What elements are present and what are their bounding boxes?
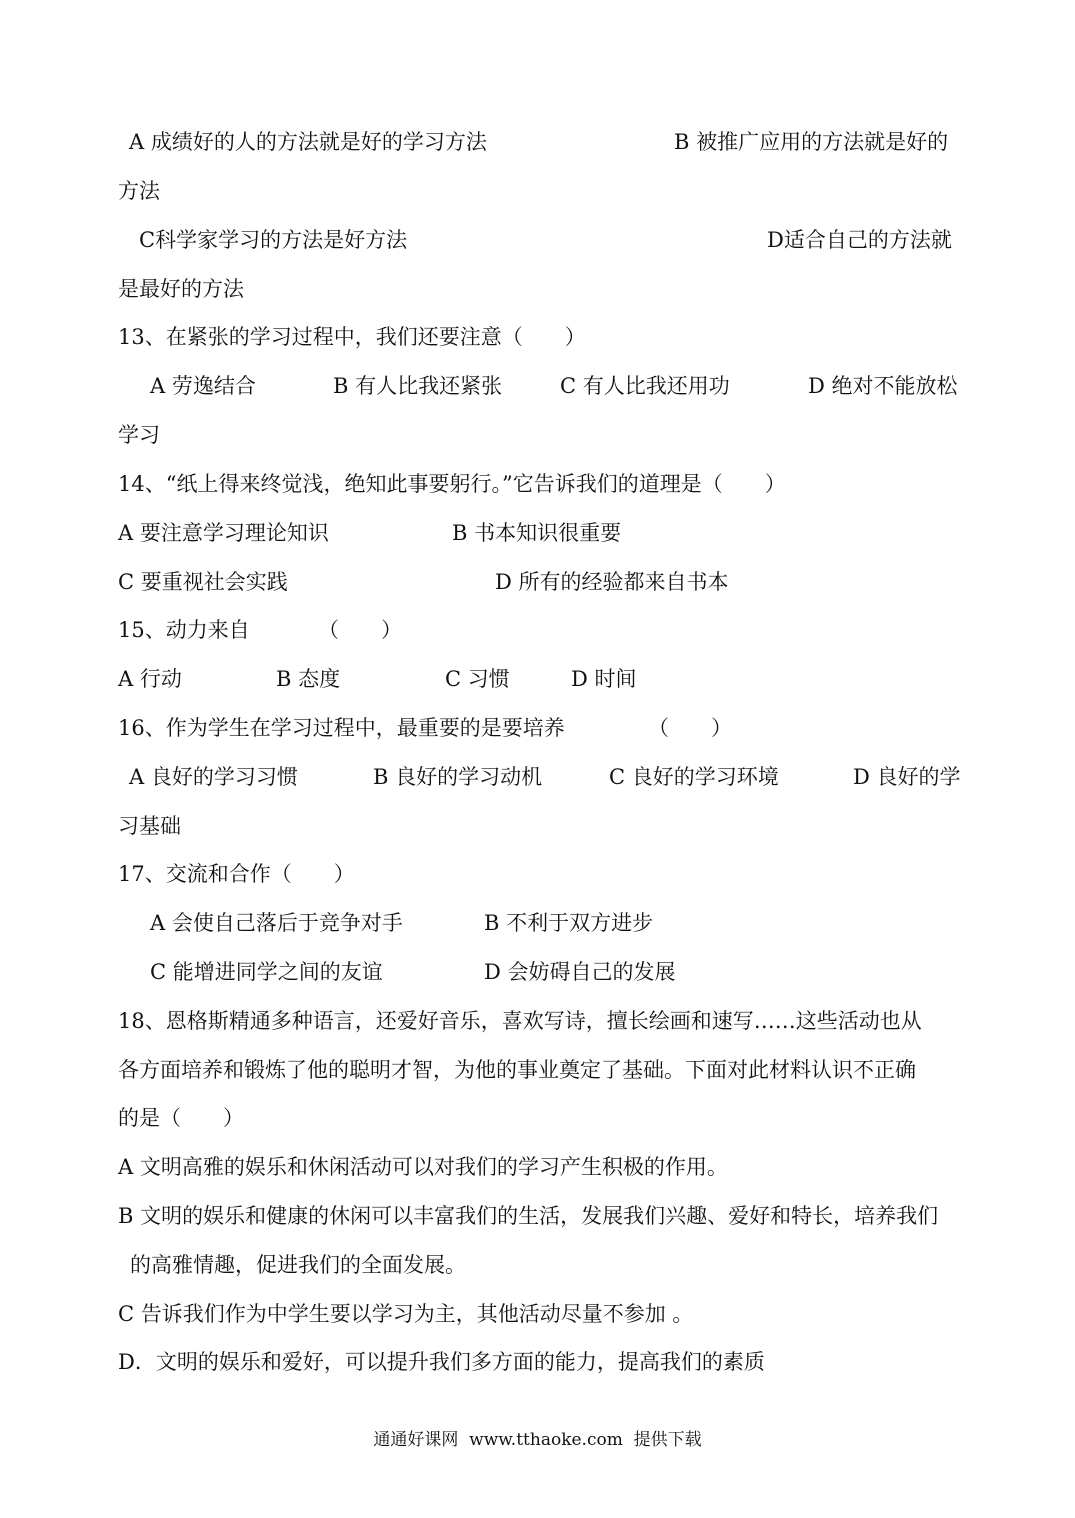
q18-stem-line2: 各方面培养和锻炼了他的聪明才智，为他的事业奠定了基础。下面对此材料认识不正确 — [118, 1058, 916, 1082]
q15-option-b: B 态度 — [276, 667, 341, 691]
q16-answer-blank: （ ） — [648, 716, 732, 740]
q16-option-b: B 良好的学习动机 — [373, 765, 543, 789]
q12-option-b: B 被推广应用的方法就是好的 — [674, 130, 949, 154]
q16-stem: 16、作为学生在学习过程中，最重要的是要培养 — [118, 716, 565, 740]
q14-stem: 14、“纸上得来终觉浅，绝知此事要躬行。”它告诉我们的道理是（ ） — [118, 472, 786, 496]
q15-option-d: D 时间 — [571, 667, 637, 691]
q14-option-d: D 所有的经验都来自书本 — [495, 570, 729, 594]
q18-option-b: B 文明的娱乐和健康的休闲可以丰富我们的生活，发展我们兴趣、爱好和特长，培养我们 — [118, 1204, 939, 1228]
q12-option-d: D适合自己的方法就 — [767, 228, 952, 252]
q13-option-b: B 有人比我还紧张 — [333, 374, 503, 398]
q16-option-d: D 良好的学 — [853, 765, 961, 789]
q18-option-d: D．文明的娱乐和爱好，可以提升我们多方面的能力，提高我们的素质 — [118, 1350, 765, 1374]
q16-option-d-continued: 习基础 — [118, 814, 181, 838]
q13-option-c: C 有人比我还用功 — [560, 374, 730, 398]
q15-stem: 15、动力来自 — [118, 618, 250, 642]
q12-option-c: C科学家学习的方法是好方法 — [139, 228, 408, 252]
q17-option-b: B 不利于双方进步 — [484, 911, 654, 935]
q18-stem-line1: 18、恩格斯精通多种语言，还爱好音乐，喜欢写诗，擅长绘画和速写……这些活动也从 — [118, 1009, 922, 1033]
q14-option-c: C 要重视社会实践 — [118, 570, 288, 594]
q13-option-a: A 劳逸结合 — [150, 374, 256, 398]
q13-stem: 13、在紧张的学习过程中，我们还要注意（ ） — [118, 325, 586, 349]
q17-option-c: C 能增进同学之间的友谊 — [150, 960, 383, 984]
q16-option-a: A 良好的学习习惯 — [129, 765, 298, 789]
q15-answer-blank: （ ） — [318, 618, 402, 642]
q18-stem-line3: 的是（ ） — [118, 1106, 244, 1130]
page-footer: 通通好课网 www.tthaoke.com 提供下载 — [373, 1430, 702, 1450]
q14-option-b: B 书本知识很重要 — [452, 521, 622, 545]
q12-option-a: A 成绩好的人的方法就是好的学习方法 — [129, 130, 487, 154]
q17-option-d: D 会妨碍自己的发展 — [484, 960, 676, 984]
q14-option-a: A 要注意学习理论知识 — [118, 521, 329, 545]
q13-option-d-continued: 学习 — [118, 423, 160, 447]
q18-option-b-continued: 的高雅情趣，促进我们的全面发展。 — [130, 1253, 466, 1277]
q18-option-c: C 告诉我们作为中学生要以学习为主，其他活动尽量不参加 。 — [118, 1302, 694, 1326]
q16-option-c: C 良好的学习环境 — [609, 765, 779, 789]
q15-option-c: C 习惯 — [445, 667, 510, 691]
q18-option-a: A 文明高雅的娱乐和休闲活动可以对我们的学习产生积极的作用。 — [118, 1155, 728, 1179]
q15-option-a: A 行动 — [118, 667, 182, 691]
q12-option-b-continued: 方法 — [118, 179, 160, 203]
q17-option-a: A 会使自己落后于竞争对手 — [150, 911, 403, 935]
q13-option-d: D 绝对不能放松 — [808, 374, 958, 398]
q17-stem: 17、交流和合作（ ） — [118, 862, 355, 886]
q12-option-d-continued: 是最好的方法 — [118, 277, 244, 301]
